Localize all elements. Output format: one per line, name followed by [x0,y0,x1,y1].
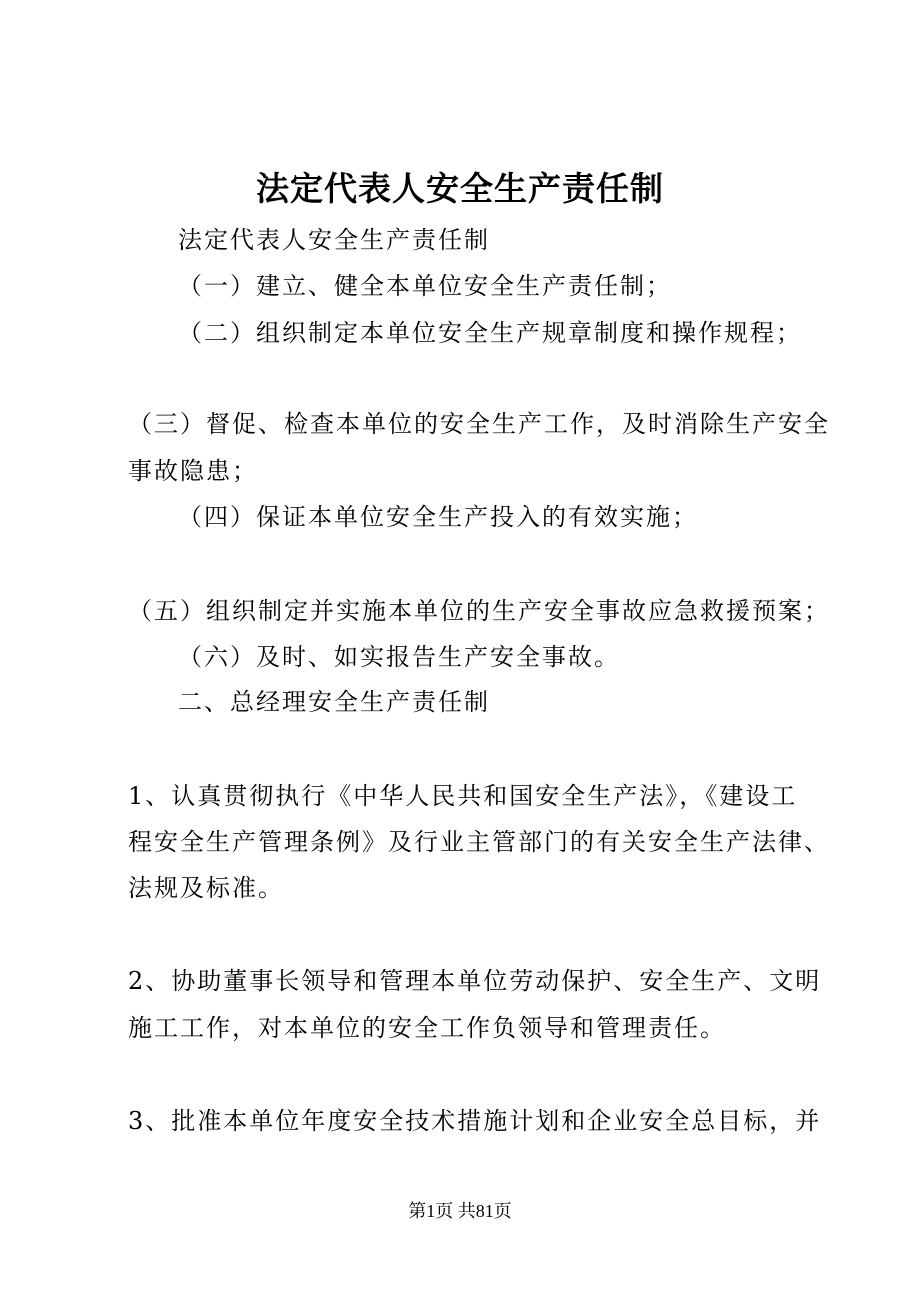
paragraph-line: 法规及标准。 [128,874,284,902]
paragraph-line: 法定代表人安全生产责任制 [178,226,490,254]
paragraph-line: 1、认真贯彻执行《中华人民共和国安全生产法》，《建设工 [128,782,798,810]
paragraph-line: （六）及时、如实报告生产安全事故。 [178,643,620,671]
paragraph-line: 二、总经理安全生产责任制 [178,688,490,716]
document-title: 法定代表人安全生产责任制 [256,169,664,208]
paragraph-line: （二）组织制定本单位安全生产规章制度和操作规程； [178,319,802,347]
paragraph-line: 程安全生产管理条例》及行业主管部门的有关安全生产法律、 [128,828,830,856]
paragraph-line: （五）组织制定并实施本单位的生产安全事故应急救援预案； [128,597,830,625]
paragraph-line: 3、批准本单位年度安全技术措施计划和企业安全总目标，并 [128,1107,822,1135]
paragraph-line: 施工工作，对本单位的安全工作负领导和管理责任。 [128,1014,726,1042]
paragraph-line: （一）建立、健全本单位安全生产责任制； [178,272,672,300]
paragraph-line: （三）督促、检查本单位的安全生产工作，及时消除生产安全 [128,410,830,438]
paragraph-line: 2、协助董事长领导和管理本单位劳动保护、安全生产、文明 [128,967,822,995]
paragraph-line: 事故隐患； [128,457,258,485]
paragraph-line: （四）保证本单位安全生产投入的有效实施； [178,503,698,531]
page-number-footer: 第1页 共81页 [408,1201,512,1221]
